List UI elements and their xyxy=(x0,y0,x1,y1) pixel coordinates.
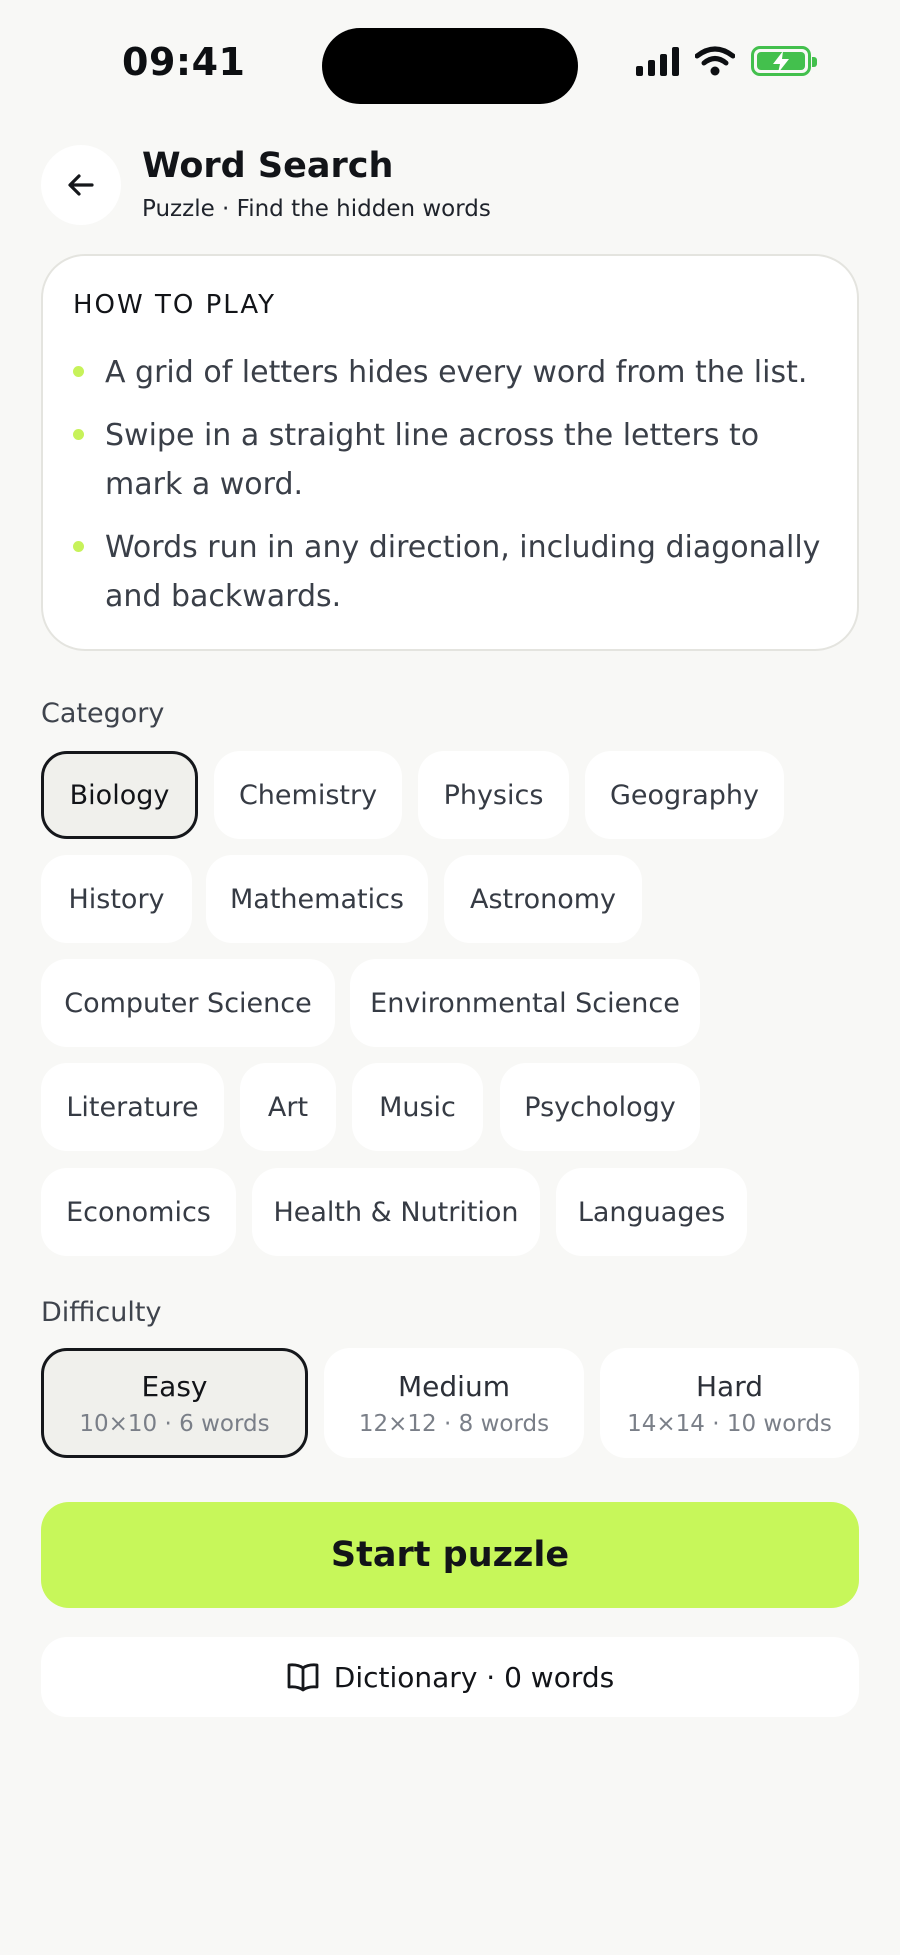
how-to-play-heading: HOW TO PLAY xyxy=(73,290,277,320)
difficulty-name: Hard xyxy=(695,1369,763,1403)
book-open-icon xyxy=(286,1662,320,1692)
dictionary-label: Dictionary · 0 words xyxy=(333,1660,615,1694)
category-chip-music[interactable]: Music xyxy=(352,1063,483,1151)
category-chip-mathematics[interactable]: Mathematics xyxy=(206,855,428,943)
bullet-dot-icon xyxy=(73,541,84,552)
start-puzzle-button[interactable]: Start puzzle xyxy=(41,1502,859,1608)
category-chip-psychology[interactable]: Psychology xyxy=(500,1063,700,1151)
difficulty-name: Easy xyxy=(141,1369,208,1403)
category-chip-health-nutrition[interactable]: Health & Nutrition xyxy=(252,1168,540,1256)
category-chip-computer-science[interactable]: Computer Science xyxy=(41,959,335,1047)
wifi-icon xyxy=(695,46,735,76)
battery-charging-icon xyxy=(751,46,811,76)
rule-item xyxy=(73,348,833,397)
bullet-dot-icon xyxy=(73,366,84,377)
how-to-play-card xyxy=(41,254,859,651)
rule-item xyxy=(73,411,833,509)
status-icons xyxy=(636,46,811,76)
difficulty-meta: 14×14 · 10 words xyxy=(627,1410,832,1437)
status-time: 09:41 xyxy=(122,40,246,84)
category-chip-history[interactable]: History xyxy=(41,855,192,943)
rule-item xyxy=(73,523,833,621)
rules-list xyxy=(73,348,833,635)
category-chip-environmental-science[interactable]: Environmental Science xyxy=(350,959,700,1047)
rule-text: Swipe in a straight line across the letters to mark a word. xyxy=(105,418,760,502)
category-chip-physics[interactable]: Physics xyxy=(418,751,569,839)
difficulty-option-medium[interactable] xyxy=(324,1348,584,1458)
category-chip-geography[interactable]: Geography xyxy=(585,751,784,839)
difficulty-name: Medium xyxy=(398,1369,510,1403)
category-chip-biology[interactable]: Biology xyxy=(41,751,198,839)
status-bar xyxy=(0,0,900,130)
page-subtitle: Puzzle · Find the hidden words xyxy=(142,196,491,222)
bullet-dot-icon xyxy=(73,429,84,440)
back-button[interactable] xyxy=(41,145,121,225)
page-title: Word Search xyxy=(142,146,394,186)
category-chip-economics[interactable]: Economics xyxy=(41,1168,236,1256)
difficulty-meta: 10×10 · 6 words xyxy=(79,1410,270,1437)
category-label: Category xyxy=(41,698,165,729)
category-chip-art[interactable]: Art xyxy=(240,1063,336,1151)
difficulty-option-easy[interactable] xyxy=(41,1348,308,1458)
category-chip-astronomy[interactable]: Astronomy xyxy=(444,855,642,943)
difficulty-label: Difficulty xyxy=(41,1297,162,1328)
rule-text: Words run in any direction, including diagonally and backwards. xyxy=(105,530,821,614)
cellular-signal-icon xyxy=(636,46,679,76)
dictionary-button[interactable] xyxy=(41,1637,859,1717)
category-chip-literature[interactable]: Literature xyxy=(41,1063,224,1151)
category-chip-chemistry[interactable]: Chemistry xyxy=(214,751,402,839)
dynamic-island xyxy=(322,28,578,104)
difficulty-meta: 12×12 · 8 words xyxy=(358,1410,550,1437)
arrow-left-icon xyxy=(65,169,97,201)
category-chip-languages[interactable]: Languages xyxy=(556,1168,747,1256)
difficulty-option-hard[interactable] xyxy=(600,1348,859,1458)
rule-text: A grid of letters hides every word from the list. xyxy=(105,355,808,390)
